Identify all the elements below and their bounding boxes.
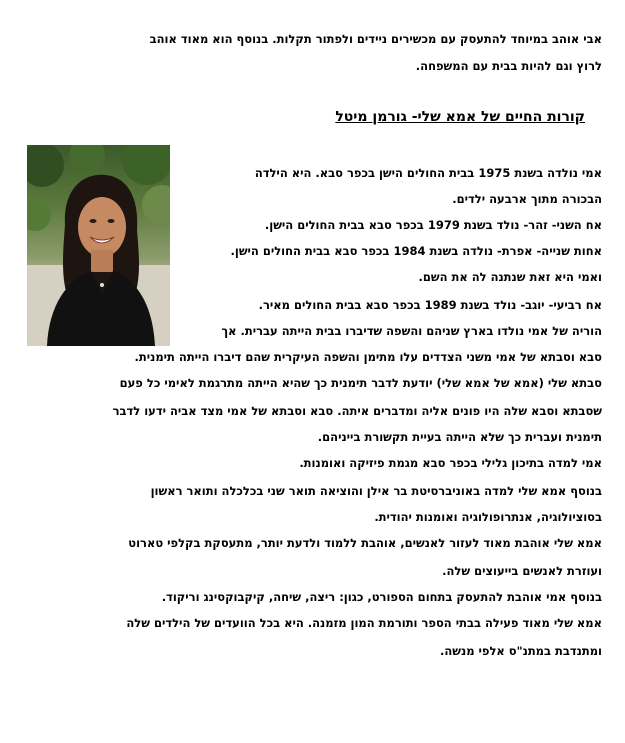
body-line-17: בנוסף אמי אוהבת להתעסק בתחום הספורט, כגון: ריצה, שיחה, קיקבוקסינג וריקוד. xyxy=(161,590,602,604)
portrait-photo xyxy=(27,145,170,346)
body-line-13: בנוסף אמא שלי למדה באוניברסיטת בר אילן והוציאה תואר שני בכלכלה ותואר ראשון xyxy=(150,484,602,498)
body-line-7: הוריה של אמי נולדו בארץ שניהם והשפה שדיברו בבית הייתה עברית. אך xyxy=(221,324,602,338)
body-line-8: סבא וסבתא של אמי משני הצדדים עלו מתימן והשפה העיקרית שהם דיברו הייתה תימנית. xyxy=(134,350,602,364)
page-heading: קורות החיים של אמא שלי- גורמן מיטל xyxy=(335,109,585,125)
body-line-18: אמא שלי מאוד פעילה בבתי הספר ותורמת המון מזמנה. היא בכל הוועדים של הילדים שלה xyxy=(126,616,602,630)
body-line-15: אמא שלי אוהבת מאוד לעזור לאנשים, אוהבת ללמוד ולדעת יותר, מתעסקת בקלפי טארוט xyxy=(128,536,602,550)
portrait-illustration xyxy=(27,145,170,346)
body-line-19: ומתנדבת במתנ"ס אלפי מנשה. xyxy=(440,644,602,658)
body-line-11: תימנית ועברית כך שלא הייתה בעיית תקשורת בייניהם. xyxy=(317,430,602,444)
body-line-4: אחות שנייה- אפרת- נולדה בשנת 1984 בכפר סבא בבית החולים הישן. xyxy=(230,244,602,258)
body-line-6: אח רביעי- יוגב- נולד בשנת 1989 בכפר סבא בבית החולים מאיר. xyxy=(258,298,602,312)
body-line-9: סבתא שלי (אמא של אמא שלי) יודעת לדבר תימנית כך שהיא הייתה מתרגמת לאימי כל פעם xyxy=(119,376,602,390)
intro-line-2: לרוץ וגם להיות בבית עם המשפחה. xyxy=(415,59,602,73)
body-line-5: ואמי היא זאת שנתנה לה את השם. xyxy=(418,270,602,284)
body-line-16: ועוזרת לאנשים בייעוצים שלה. xyxy=(442,564,602,578)
body-line-2: הבכורה מתוך ארבעה ילדים. xyxy=(452,192,602,206)
body-line-3: אח השני- זהר- נולד בשנת 1979 בכפר סבא בבית החולים הישן. xyxy=(264,218,602,232)
body-line-14: בסוציולוגיה, אנתרופולוגיה ואומנות יהודית. xyxy=(374,510,602,524)
body-line-12: אמי למדה בתיכון גלילי בכפר סבא מגמת פיזיקה ואומנות. xyxy=(299,456,602,470)
intro-line-1: אבי אוהב במיוחד להתעסק עם מכשירים ניידים ולפתור תקלות. בנוסף הוא מאוד אוהב xyxy=(149,32,602,46)
body-line-10: שסבתא וסבא שלה היו פונים אליה ומדברים איתה. סבא וסבתא של אמי מצד אביה ידעו לדבר xyxy=(112,404,602,418)
body-line-1: אמי נולדה בשנת 1975 בבית החולים הישן בכפר סבא. היא הילדה xyxy=(254,166,602,180)
